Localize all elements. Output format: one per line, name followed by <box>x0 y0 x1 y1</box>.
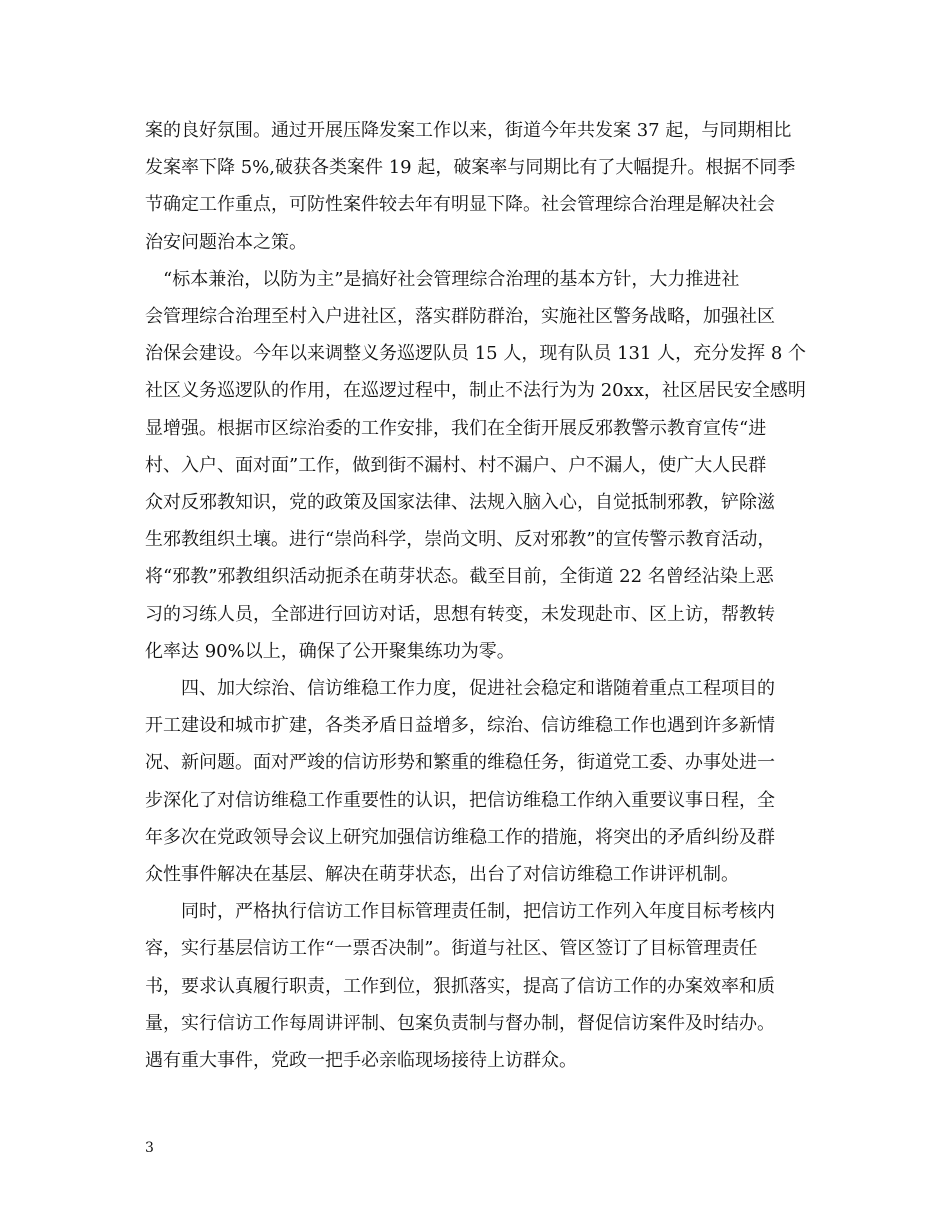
text-line: 步深化了对信访维稳工作重要性的认识，把信访维稳工作纳入重要议事日程，全 <box>145 789 775 811</box>
text-line: 遇有重大事件，党政一把手必亲临现场接待上访群众。 <box>145 1050 577 1072</box>
paragraph-3 <box>145 670 813 893</box>
paragraph-1 <box>145 112 813 261</box>
paragraph-2 <box>145 261 813 670</box>
text-line: 众对反邪教知识，党的政策及国家法律、法规入脑入心，自觉抵制邪教，铲除滋 <box>145 492 775 514</box>
body-text <box>145 112 813 1079</box>
text-line: 量，实行信访工作每周讲评制、包案负责制与督办制，督促信访案件及时结办。 <box>145 1012 775 1034</box>
text-line: 况、新问题。面对严竣的信访形势和繁重的维稳任务，街道党工委、办事处进一 <box>145 752 775 774</box>
text-line: 容，实行基层信访工作“一票否决制”。街道与社区、管区签订了目标管理责任 <box>145 938 758 960</box>
text-line: 显增强。根据市区综治委的工作安排，我们在全街开展反邪教警示教育宣传“进 <box>145 417 767 439</box>
text-line: 治保会建设。今年以来调整义务巡逻队员 15 人，现有队员 131 人，充分发挥 8 个 <box>145 343 807 365</box>
text-line: 治安问题治本之策。 <box>145 231 307 253</box>
text-line: 开工建设和城市扩建，各类矛盾日益增多，综治、信访维稳工作也遇到许多新情 <box>145 715 775 737</box>
text-line: 书，要求认真履行职责，工作到位，狠抓落实，提高了信访工作的办案效率和质 <box>145 975 775 997</box>
page-number: 3 <box>145 1140 154 1156</box>
text-line: 节确定工作重点，可防性案件较去年有明显下降。社会管理综合治理是解决社会 <box>145 194 775 216</box>
text-line: 四、加大综治、信访维稳工作力度，促进社会稳定和谐随着重点工程项目的 <box>181 678 775 700</box>
text-line: 众性事件解决在基层、解决在萌芽状态，出台了对信访维稳工作讲评机制。 <box>145 864 739 886</box>
paragraph-4 <box>145 893 813 1079</box>
text-line: 社区义务巡逻队的作用，在巡逻过程中，制止不法行为为 20xx，社区居民安全感明 <box>145 380 806 402</box>
text-line: 习的习练人员，全部进行回访对话，思想有转变，未发现赴市、区上访，帮教转 <box>145 603 775 625</box>
text-line: 村、入户、面对面”工作，做到街不漏村、村不漏户、户不漏人，使广大人民群 <box>145 454 767 476</box>
text-line: 案的良好氛围。通过开展压降发案工作以来，街道今年共发案 37 起，与同期相比 <box>145 120 792 141</box>
text-line: 将“邪教”邪教组织活动扼杀在萌芽状态。截至目前，全街道 22 名曾经沾染上恶 <box>145 566 774 588</box>
text-line: 生邪教组织土壤。进行“崇尚科学，崇尚文明、反对邪教”的宣传警示教育活动， <box>145 529 776 551</box>
text-line: “标本兼治，以防为主”是搞好社会管理综合治理的基本方针，大力推进社 <box>163 268 740 290</box>
text-line: 同时，严格执行信访工作目标管理责任制，把信访工作列入年度目标考核内 <box>181 901 775 923</box>
text-line: 化率达 90%以上，确保了公开聚集练功为零。 <box>145 640 515 662</box>
text-line: 发案率下降 5%,破获各类案件 19 起，破案率与同期比有了大幅提升。根据不同季 <box>145 157 796 179</box>
text-line: 年多次在党政领导会议上研究加强信访维稳工作的措施，将突出的矛盾纠纷及群 <box>145 826 775 848</box>
text-line: 会管理综合治理至村入户进社区，落实群防群治，实施社区警务战略，加强社区 <box>145 306 775 328</box>
